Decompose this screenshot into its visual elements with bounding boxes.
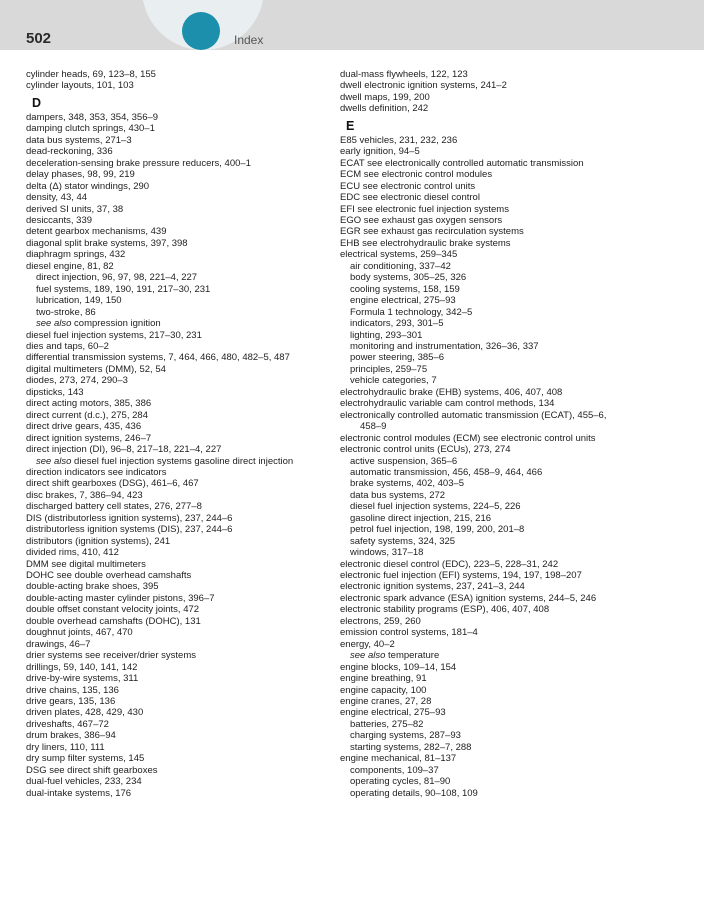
index-letter-heading: D bbox=[32, 95, 42, 110]
index-entry: EDC see electronic diesel control bbox=[340, 192, 480, 204]
index-subentry: Formula 1 technology, 342–5 bbox=[350, 306, 473, 318]
index-entry: DOHC see double overhead camshafts bbox=[26, 570, 192, 582]
index-entry: diesel engine, 81, 82 bbox=[26, 260, 114, 272]
index-entry: dry liners, 110, 111 bbox=[26, 741, 105, 753]
index-entry: electronic diesel control (EDC), 223–5, 228–31, 242 bbox=[340, 558, 559, 570]
index-entry: double-acting master cylinder pistons, 396–7 bbox=[26, 592, 215, 604]
index-subentry: engine electrical, 275–93 bbox=[350, 295, 456, 307]
index-entry: diesel fuel injection systems, 217–30, 231 bbox=[26, 329, 202, 341]
index-entry: divided rims, 410, 412 bbox=[26, 547, 119, 559]
index-subentry: fuel systems, 189, 190, 191, 217–30, 231 bbox=[36, 283, 211, 295]
index-entry: dual-intake systems, 176 bbox=[26, 787, 132, 799]
index-subentry: components, 109–37 bbox=[350, 764, 439, 776]
index-entry: deceleration-sensing brake pressure reducers, 400–1 bbox=[26, 157, 251, 169]
cross-reference-text: compression ignition bbox=[74, 318, 161, 330]
index-entry: ECU see electronic control units bbox=[340, 180, 476, 192]
index-entry: engine mechanical, 81–137 bbox=[340, 753, 457, 765]
index-entry: dual-mass flywheels, 122, 123 bbox=[340, 69, 468, 80]
index-entry: direction indicators see indicators bbox=[26, 466, 167, 478]
index-entry: electronic fuel injection (EFI) systems, 194, 197, 198–207 bbox=[340, 570, 582, 582]
index-subentry: windows, 317–18 bbox=[350, 547, 424, 559]
index-entry: dampers, 348, 353, 354, 356–9 bbox=[26, 111, 159, 123]
index-entry: engine blocks, 109–14, 154 bbox=[340, 661, 457, 673]
index-entry: differential transmission systems, 7, 464, 466, 480, 482–5, 487 bbox=[26, 352, 290, 364]
index-subentry: operating cycles, 81–90 bbox=[350, 776, 451, 788]
index-entry: digital multimeters (DMM), 52, 54 bbox=[26, 363, 166, 375]
see-also-marker: see also bbox=[36, 455, 72, 467]
index-subentry: active suspension, 365–6 bbox=[350, 455, 458, 467]
index-entry: engine electrical, 275–93 bbox=[340, 707, 446, 719]
index-entry: ECM see electronic control modules bbox=[340, 169, 493, 181]
index-entry: distributors (ignition systems), 241 bbox=[26, 535, 171, 547]
index-entry: dwell electronic ignition systems, 241–2 bbox=[340, 80, 507, 92]
index-entry: EGO see exhaust gas oxygen sensors bbox=[340, 214, 503, 226]
index-subentry: brake systems, 402, 403–5 bbox=[350, 478, 465, 490]
index-subentry: automatic transmission, 456, 458–9, 464, 466 bbox=[350, 466, 543, 478]
index-entry: electronic stability programs (ESP), 406, 407, 408 bbox=[340, 604, 550, 616]
index-entry: dipsticks, 143 bbox=[26, 386, 84, 398]
decorative-disc-small bbox=[182, 12, 220, 50]
index-entry: engine cranes, 27, 28 bbox=[340, 696, 432, 708]
index-entry: driven plates, 428, 429, 430 bbox=[26, 707, 144, 719]
index-entry: energy, 40–2 bbox=[340, 638, 395, 650]
index-entry: detent gearbox mechanisms, 439 bbox=[26, 226, 167, 238]
index-subentry: indicators, 293, 301–5 bbox=[350, 318, 444, 330]
index-entry: data bus systems, 271–3 bbox=[26, 134, 132, 146]
running-head: Index bbox=[234, 33, 264, 47]
index-entry: electronic control units (ECUs), 273, 274 bbox=[340, 444, 511, 456]
index-subentry: cooling systems, 158, 159 bbox=[350, 283, 460, 295]
index-entry: discharged battery cell states, 276, 277–8 bbox=[26, 501, 202, 513]
index-entry: electrical systems, 259–345 bbox=[340, 249, 458, 261]
index-entry: cylinder heads, 69, 123–8, 155 bbox=[26, 69, 156, 80]
index-subentry: two-stroke, 86 bbox=[36, 306, 96, 318]
index-entry: direct current (d.c.), 275, 284 bbox=[26, 409, 148, 421]
cross-reference-text: diesel fuel injection systems gasoline direct injection bbox=[74, 455, 294, 467]
index-entry: electrons, 259, 260 bbox=[340, 615, 421, 627]
index-subentry: lubrication, 149, 150 bbox=[36, 295, 122, 307]
index-subentry: monitoring and instrumentation, 326–36, 337 bbox=[350, 340, 539, 352]
index-subentry: data bus systems, 272 bbox=[350, 489, 446, 501]
index-subentry: batteries, 275–82 bbox=[350, 718, 424, 730]
index-entry: doughnut joints, 467, 470 bbox=[26, 627, 133, 639]
index-entry: double-acting brake shoes, 395 bbox=[26, 581, 159, 593]
index-entry: electronically controlled automatic transmission (ECAT), 455–6, bbox=[340, 409, 607, 421]
index-entry: delta (Δ) stator windings, 290 bbox=[26, 180, 150, 192]
index-entry: electronic control modules (ECM) see electronic control units bbox=[340, 432, 596, 444]
index-entry: dwell maps, 199, 200 bbox=[340, 91, 430, 103]
index-subentry bbox=[26, 456, 346, 467]
index-subentry: petrol fuel injection, 198, 199, 200, 201–8 bbox=[350, 524, 525, 536]
index-entry: EHB see electrohydraulic brake systems bbox=[340, 237, 511, 249]
index-column-right bbox=[340, 69, 660, 799]
index-entry: electrohydraulic brake (EHB) systems, 406, 407, 408 bbox=[340, 386, 563, 398]
index-entry: dies and taps, 60–2 bbox=[26, 340, 109, 352]
index-entry: direct shift gearboxes (DSG), 461–6, 467 bbox=[26, 478, 199, 490]
index-subentry: principles, 259–75 bbox=[350, 363, 428, 375]
index-subentry: body systems, 305–25, 326 bbox=[350, 272, 467, 284]
index-entry: electrohydraulic variable cam control methods, 134 bbox=[340, 398, 555, 410]
index-entry: direct drive gears, 435, 436 bbox=[26, 421, 142, 433]
index-entry: drum brakes, 386–94 bbox=[26, 730, 116, 742]
index-entry: EGR see exhaust gas recirculation systems bbox=[340, 226, 524, 238]
index-entry: dead-reckoning, 336 bbox=[26, 146, 113, 158]
index-entry: dry sump filter systems, 145 bbox=[26, 753, 145, 765]
index-entry: disc brakes, 7, 386–94, 423 bbox=[26, 489, 143, 501]
index-entry: EFI see electronic fuel injection systems bbox=[340, 203, 509, 215]
index-entry: DIS (distributorless ignition systems), 237, 244–6 bbox=[26, 512, 233, 524]
index-entry: damping clutch springs, 430–1 bbox=[26, 123, 155, 135]
index-subentry: gasoline direct injection, 215, 216 bbox=[350, 512, 492, 524]
index-entry: double overhead camshafts (DOHC), 131 bbox=[26, 615, 201, 627]
index-entry: drive gears, 135, 136 bbox=[26, 696, 116, 708]
index-entry: E85 vehicles, 231, 232, 236 bbox=[340, 134, 458, 146]
index-entry: DSG see direct shift gearboxes bbox=[26, 764, 158, 776]
index-subentry: charging systems, 287–93 bbox=[350, 730, 461, 742]
index-entry: engine breathing, 91 bbox=[340, 673, 427, 685]
index-entry: dual-fuel vehicles, 233, 234 bbox=[26, 776, 142, 788]
cross-reference-text: temperature bbox=[388, 650, 440, 662]
index-entry: drawings, 46–7 bbox=[26, 638, 91, 650]
index-entry: dwells definition, 242 bbox=[340, 103, 429, 115]
index-entry: electronic spark advance (ESA) ignition systems, 244–5, 246 bbox=[340, 592, 597, 604]
index-subentry: diesel fuel injection systems, 224–5, 226 bbox=[350, 501, 521, 513]
index-entry: drive chains, 135, 136 bbox=[26, 684, 119, 696]
index-subentry: direct injection, 96, 97, 98, 221–4, 227 bbox=[36, 272, 198, 284]
index-subentry: power steering, 385–6 bbox=[350, 352, 445, 364]
index-entry: diaphragm springs, 432 bbox=[26, 249, 126, 261]
index-entry: desiccants, 339 bbox=[26, 214, 93, 226]
index-entry: DMM see digital multimeters bbox=[26, 558, 146, 570]
index-subentry: lighting, 293–301 bbox=[350, 329, 423, 341]
index-entry: cylinder layouts, 101, 103 bbox=[26, 80, 134, 92]
index-entry: derived SI units, 37, 38 bbox=[26, 203, 124, 215]
index-subentry: safety systems, 324, 325 bbox=[350, 535, 456, 547]
index-entry: drive-by-wire systems, 311 bbox=[26, 673, 139, 685]
index-entry: driveshafts, 467–72 bbox=[26, 718, 109, 730]
see-also-marker: see also bbox=[36, 318, 72, 330]
index-entry: density, 43, 44 bbox=[26, 192, 88, 204]
index-entry: double offset constant velocity joints, 472 bbox=[26, 604, 200, 616]
index-column-left bbox=[26, 69, 346, 799]
index-entry: early ignition, 94–5 bbox=[340, 146, 420, 158]
index-entry: engine capacity, 100 bbox=[340, 684, 427, 696]
index-entry: ECAT see electronically controlled automatic transmission bbox=[340, 157, 584, 169]
index-entry: drier systems see receiver/drier systems bbox=[26, 650, 196, 662]
see-also-marker: see also bbox=[350, 650, 386, 662]
index-letter-heading: E bbox=[346, 118, 355, 133]
index-subentry: operating details, 90–108, 109 bbox=[350, 787, 478, 799]
index-entry: direct injection (DI), 96–8, 217–18, 221–4, 227 bbox=[26, 444, 222, 456]
page-header bbox=[0, 0, 704, 50]
page-number: 502 bbox=[26, 30, 52, 47]
index-entry: direct ignition systems, 246–7 bbox=[26, 432, 152, 444]
index-entry: distributorless ignition systems (DIS), 237, 244–6 bbox=[26, 524, 233, 536]
index-subentry bbox=[26, 318, 346, 329]
index-entry: diagonal split brake systems, 397, 398 bbox=[26, 237, 188, 249]
index-entry: direct acting motors, 385, 386 bbox=[26, 398, 152, 410]
index-subentry: 458–9 bbox=[360, 421, 387, 433]
index-subentry bbox=[340, 650, 660, 661]
index-subentry: starting systems, 282–7, 288 bbox=[350, 741, 472, 753]
index-subentry: air conditioning, 337–42 bbox=[350, 260, 451, 272]
index-entry: emission control systems, 181–4 bbox=[340, 627, 478, 639]
index-entry: electronic ignition systems, 237, 241–3, 244 bbox=[340, 581, 525, 593]
index-entry: diodes, 273, 274, 290–3 bbox=[26, 375, 128, 387]
index-entry: drillings, 59, 140, 141, 142 bbox=[26, 661, 138, 673]
index-subentry: vehicle categories, 7 bbox=[350, 375, 437, 387]
index-entry: delay phases, 98, 99, 219 bbox=[26, 169, 135, 181]
